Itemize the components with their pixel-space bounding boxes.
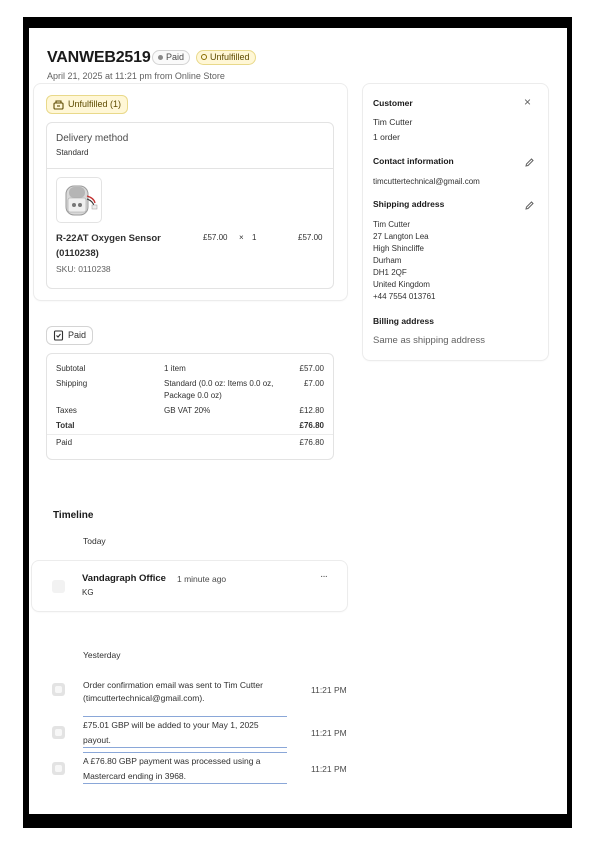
unfulfilled-pill-label: Unfulfilled (1) bbox=[68, 99, 122, 109]
paid-amount: £76.80 bbox=[299, 438, 324, 447]
divider bbox=[83, 747, 287, 748]
divider bbox=[47, 168, 333, 169]
taxes-desc: GB VAT 20% bbox=[164, 406, 211, 415]
product-name-line2[interactable]: (0110238) bbox=[56, 248, 99, 259]
check-icon bbox=[52, 683, 65, 696]
dot-icon bbox=[158, 55, 163, 60]
payment-status-badge bbox=[152, 50, 190, 65]
avatar bbox=[52, 580, 65, 593]
address-line: Durham bbox=[373, 256, 402, 265]
divider bbox=[47, 434, 333, 435]
shipping-address-heading: Shipping address bbox=[373, 199, 445, 209]
customer-orders[interactable]: 1 order bbox=[373, 132, 400, 142]
customer-name[interactable]: Tim Cutter bbox=[373, 117, 413, 127]
billing-address-value: Same as shipping address bbox=[373, 335, 485, 346]
fulfillment-inner bbox=[46, 122, 334, 289]
timeline-event[interactable] bbox=[83, 754, 293, 784]
shipping-label: Shipping bbox=[56, 379, 88, 388]
shipping-desc-2: Package 0.0 oz) bbox=[164, 391, 222, 400]
billing-address-heading: Billing address bbox=[373, 316, 434, 326]
paid-pill[interactable] bbox=[46, 326, 93, 345]
timeline-event-line: Order confirmation email was sent to Tim Cutter bbox=[83, 680, 263, 690]
fulfillment-status-label: Unfulfilled bbox=[210, 52, 250, 62]
timeline-today-label: Today bbox=[83, 536, 106, 546]
line-total: £57.00 bbox=[298, 233, 323, 242]
delivery-method-heading: Delivery method bbox=[56, 133, 129, 144]
timeline-event-time: 11:21 PM bbox=[311, 764, 347, 774]
subtotal-amount: £57.00 bbox=[299, 364, 324, 373]
divider bbox=[83, 752, 287, 753]
address-line: 27 Langton Lea bbox=[373, 232, 429, 241]
comment-body: KG bbox=[82, 588, 94, 597]
comment-author: Vandagraph Office bbox=[82, 573, 166, 584]
sensor-image bbox=[57, 178, 102, 223]
pencil-icon[interactable] bbox=[524, 157, 535, 168]
product-sku: SKU: 0110238 bbox=[56, 264, 111, 274]
customer-card bbox=[363, 84, 548, 360]
timeline-heading: Timeline bbox=[53, 510, 94, 521]
timeline-event-time: 11:21 PM bbox=[311, 728, 347, 738]
timeline-yesterday-label: Yesterday bbox=[83, 650, 121, 660]
customer-email[interactable]: timcuttertechnical@gmail.com bbox=[373, 177, 480, 186]
shipping-desc: Standard (0.0 oz: Items 0.0 oz, bbox=[164, 379, 274, 388]
payment-summary bbox=[46, 353, 334, 460]
ring-icon bbox=[201, 54, 207, 60]
receipt-check-icon bbox=[53, 330, 64, 341]
divider bbox=[83, 783, 287, 784]
delivery-method-value: Standard bbox=[56, 148, 89, 157]
total-label: Total bbox=[56, 421, 75, 430]
paid-label: Paid bbox=[56, 438, 73, 447]
customer-heading: Customer bbox=[373, 98, 413, 108]
quantity: 1 bbox=[252, 233, 257, 242]
timeline-event-line: £75.01 GBP will be added to your May 1, 2025 bbox=[83, 720, 259, 730]
product-thumbnail[interactable] bbox=[56, 177, 102, 223]
ellipsis-icon[interactable]: ··· bbox=[320, 571, 327, 582]
taxes-amount: £12.80 bbox=[299, 406, 324, 415]
product-name-line1[interactable]: R-22AT Oxygen Sensor bbox=[56, 233, 161, 244]
times-sign: × bbox=[239, 233, 244, 242]
order-subtitle: April 21, 2025 at 11:21 pm from Online Store bbox=[47, 71, 225, 81]
package-icon bbox=[53, 99, 64, 110]
shipping-amount: £7.00 bbox=[303, 379, 324, 388]
contact-info-heading: Contact information bbox=[373, 156, 454, 166]
address-line: DH1 2QF bbox=[373, 268, 407, 277]
timeline-event-line: payout. bbox=[83, 735, 111, 745]
order-page bbox=[29, 28, 567, 814]
order-title: VANWEB2519 bbox=[47, 49, 151, 66]
close-icon[interactable]: × bbox=[524, 95, 532, 109]
unfulfilled-pill[interactable] bbox=[46, 95, 128, 114]
paid-pill-label: Paid bbox=[68, 330, 87, 340]
timeline-event-line: A £76.80 GBP payment was processed using a bbox=[83, 756, 261, 766]
timeline-comment bbox=[32, 561, 347, 611]
address-line: +44 7554 013761 bbox=[373, 292, 436, 301]
check-icon bbox=[52, 726, 65, 739]
fulfillment-card bbox=[34, 84, 347, 300]
timeline-event[interactable] bbox=[83, 718, 293, 748]
comment-time: 1 minute ago bbox=[177, 574, 227, 584]
payment-status-label: Paid bbox=[166, 52, 185, 62]
timeline-event-line: (timcuttertechnical@gmail.com). bbox=[83, 693, 205, 703]
address-line: High Shincliffe bbox=[373, 244, 424, 253]
subtotal-label: Subtotal bbox=[56, 364, 86, 373]
timeline-event-time: 11:21 PM bbox=[311, 685, 347, 695]
total-amount: £76.80 bbox=[299, 421, 324, 430]
address-line: Tim Cutter bbox=[373, 220, 411, 229]
timeline-event-line: Mastercard ending in 3968. bbox=[83, 771, 187, 781]
address-line: United Kingdom bbox=[373, 280, 430, 289]
taxes-label: Taxes bbox=[56, 406, 77, 415]
subtotal-desc: 1 item bbox=[164, 364, 186, 373]
pencil-icon[interactable] bbox=[524, 200, 535, 211]
divider bbox=[83, 716, 287, 717]
fulfillment-status-badge bbox=[196, 50, 256, 65]
unit-price: £57.00 bbox=[203, 233, 228, 242]
timeline-event[interactable] bbox=[83, 679, 293, 705]
check-icon bbox=[52, 762, 65, 775]
